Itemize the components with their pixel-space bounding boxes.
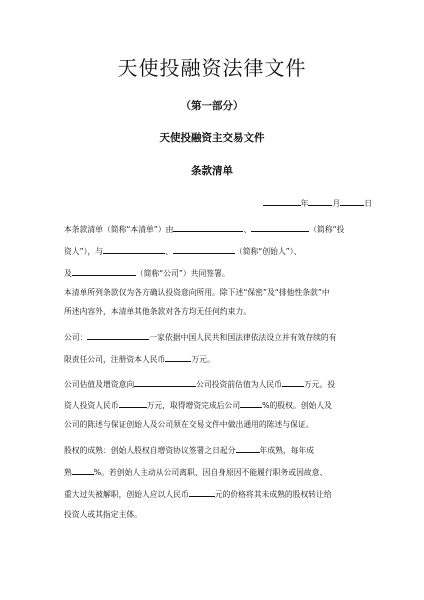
vesting-text: 年成熟，每年成 (259, 446, 315, 455)
document-title: 天使投融资法律文件 (117, 56, 307, 80)
intro-text: 资人”），与 (64, 247, 104, 256)
valuation-line-2 (64, 398, 364, 411)
equity-percent-blank (240, 398, 262, 408)
term-sheet-title: 条款清单 (191, 165, 233, 177)
document-subtitle: 天使投融资主交易文件 (159, 132, 265, 144)
valuation-text: 万元，取得增资完成后公司 (146, 401, 241, 410)
intro-line-3 (64, 266, 364, 279)
year-blank (263, 196, 301, 206)
intro-text: 及 (64, 269, 72, 278)
valuation-line-3: 公司的陈述与保证创始人及公司须在交易文件中做出通用的陈述与保证。 (64, 420, 314, 429)
valuation-text: 公司估值及增资意向 (64, 380, 135, 389)
valuation-blank (134, 377, 196, 387)
investor-name-blank-2 (251, 222, 309, 232)
vesting-line-3 (64, 487, 364, 500)
intro-text: 本条款清单（简称“本清单”）由 (64, 225, 174, 234)
date-line (0, 196, 372, 209)
valuation-text: %的股权。创始人及 (262, 401, 332, 410)
year-label: 年 (300, 199, 309, 208)
buyback-price-blank (189, 487, 215, 497)
company-name-blank (72, 266, 136, 276)
intro-text: （简称“创始人”）、 (234, 247, 302, 256)
vesting-percent-blank (72, 465, 94, 475)
intro-separator: 、 (165, 247, 173, 256)
purpose-line-1: 本清单所列条款仅为各方确认投资意向所用。除下述“保密”及“排他性条款”中 (64, 288, 330, 297)
vesting-years-blank (236, 443, 260, 453)
part-label: （第一部分） (180, 100, 244, 112)
intro-text: （简称“公司”）共同签署。 (135, 269, 230, 278)
valuation-text: 公司投资前估值为人民币 (196, 380, 282, 389)
company-text: 万元。 (191, 355, 215, 364)
company-blank (87, 330, 149, 340)
intro-separator: 、 (243, 225, 252, 234)
month-label: 月 (332, 199, 341, 208)
valuation-line-1 (64, 377, 364, 390)
investor-name-blank (173, 222, 243, 232)
day-blank (340, 196, 364, 206)
founder-name-blank-2 (173, 244, 235, 254)
company-line-1 (64, 330, 364, 343)
intro-line-1 (64, 222, 364, 235)
vesting-line-4: 投资人或其指定主体。 (64, 510, 142, 519)
company-label: 公司： (64, 333, 88, 342)
investment-amount-blank (119, 398, 147, 408)
purpose-line-2: 所述内容外，本清单其他条款对各方均无任何约束力。 (64, 307, 252, 316)
month-blank (308, 196, 332, 206)
pre-money-blank (282, 377, 304, 387)
founder-name-blank (103, 244, 165, 254)
vesting-line-2 (64, 465, 364, 478)
company-text: 限责任公司，注册资本人民币 (64, 355, 166, 364)
company-line-2 (64, 352, 364, 365)
valuation-text: 万元。投 (303, 380, 336, 389)
vesting-line-1 (64, 443, 364, 456)
registered-capital-blank (165, 352, 191, 362)
intro-text: （简称“投 (309, 225, 345, 234)
vesting-text: 熟 (64, 468, 72, 477)
day-label: 日 (364, 199, 372, 208)
intro-line-2 (64, 244, 364, 257)
valuation-text: 资人投资人民币 (64, 401, 119, 410)
company-text: 一家依据中国人民共和国法律依法设立并有效存续的有 (149, 333, 337, 342)
vesting-text: 重大过失被解职，创始人应以人民币 (64, 490, 189, 499)
vesting-text: 股权的成熟：创始人股权自增资协议签署之日起分 (64, 446, 236, 455)
vesting-text: %。若创始人主动从公司离职、因自身原因不能履行职务或因故意、 (93, 468, 328, 477)
vesting-text: 元的价格将其未成熟的股权转让给 (214, 490, 332, 499)
